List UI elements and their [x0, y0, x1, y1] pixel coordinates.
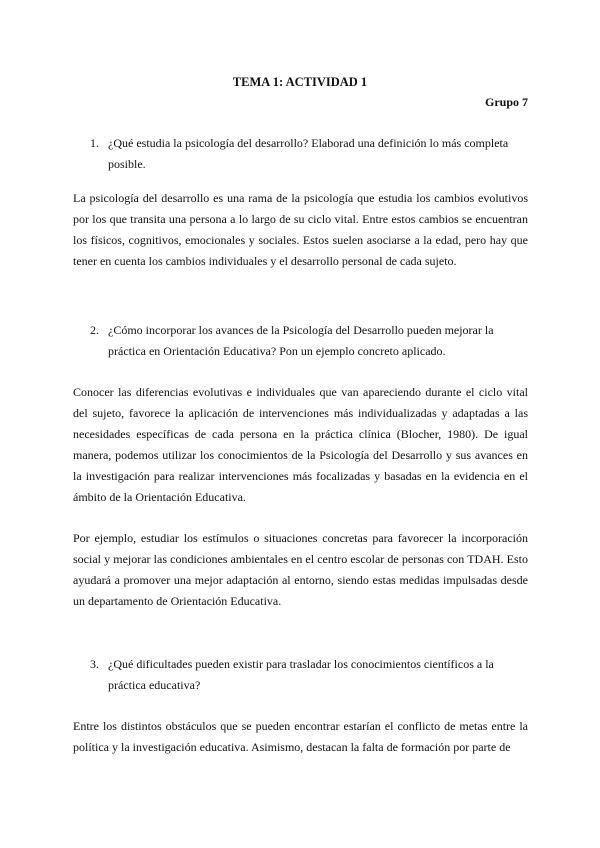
question-3 — [90, 654, 530, 696]
question-number: 1. — [90, 136, 99, 150]
question-text: ¿Cómo incorporar los avances de la Psicología del Desarrollo pueden mejorar la práctica en Orientación Educativa? Pon un ejemplo concreto aplicado. — [108, 323, 494, 358]
question-number: 3. — [90, 657, 99, 671]
question-1 — [90, 133, 530, 175]
answer-2-paragraph-1: Conocer las diferencias evolutivas e individuales que van apareciendo durante el ciclo vital del sujeto, favorece la aplicación de intervenciones más individualizadas y adaptadas a las necesidades específicas de cada persona en la práctica clínica (Blocher, 1980). De igual manera, podemos utilizar los conocimientos de la Psicología del Desarrollo y sus avances en la investigación para realizar intervenciones más focalizadas y basadas en la evidencia en el ámbito de la Orientación Educativa. — [73, 385, 528, 504]
answer-3-paragraph-1: Entre los distintos obstáculos que se pueden encontrar estarían el conflicto de metas entre la política y la investigación educativa. Asimismo, destacan la falta de formación por parte de — [73, 719, 528, 754]
question-number: 2. — [90, 323, 99, 337]
group-label: Grupo 7 — [484, 95, 528, 109]
answer-2-paragraph-2: Por ejemplo, estudiar los estímulos o situaciones concretas para favorecer la incorporación social y mejorar las condiciones ambientales en el centro escolar de personas con TDAH. Esto ayudará a promover una mejor adaptación al entorno, siendo estas medidas impulsadas desde un departamento de Orientación Educativa. — [73, 531, 528, 608]
document-title: TEMA 1: ACTIVIDAD 1 — [232, 75, 368, 89]
question-2 — [90, 320, 530, 362]
answer-1-paragraph-1: La psicología del desarrollo es una rama de la psicología que estudia los cambios evolutivos por los que transita una persona a lo largo de su ciclo vital. Entre estos cambios se encuentran los físicos, cognitivos, emocionales y sociales. Estos suelen asociarse a la edad, pero hay que tener en cuenta los cambios individuales y el desarrollo personal de cada sujeto. — [73, 191, 528, 268]
question-text: ¿Qué estudia la psicología del desarrollo? Elaborad una definición lo más completa posible. — [108, 136, 509, 171]
question-text: ¿Qué dificultades pueden existir para trasladar los conocimientos científicos a la práctica educativa? — [108, 657, 494, 692]
